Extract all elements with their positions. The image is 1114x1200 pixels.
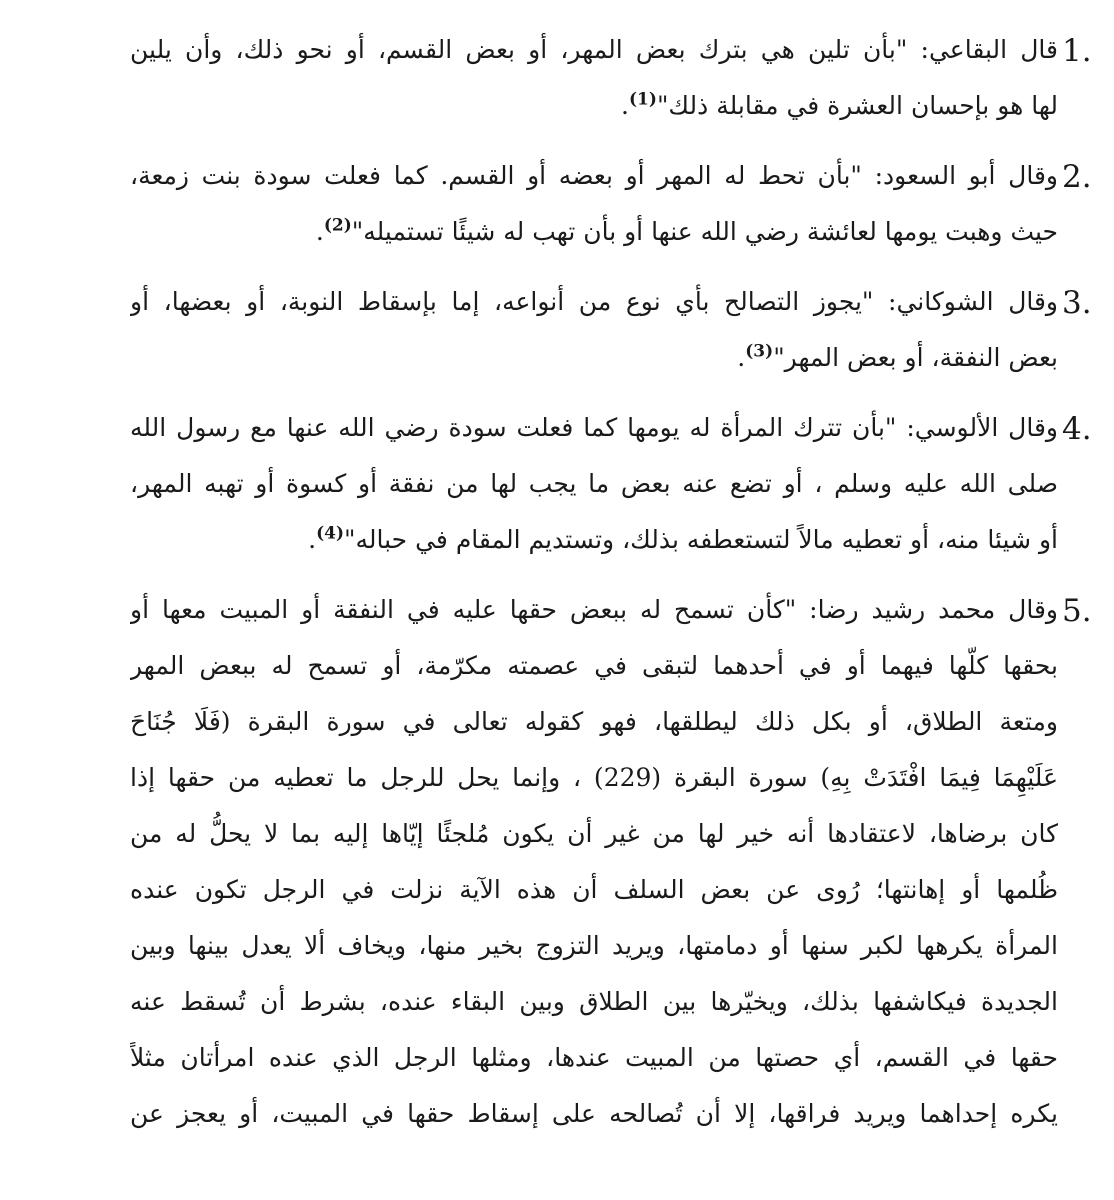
list-item xyxy=(130,22,1092,134)
text-line: بحقها كلّها فيهما أو في أحدهما لتبقى في عصمته مكرّمة، أو تسمح له ببعض المهر xyxy=(130,651,1058,680)
text-line: حيث وهبت يومها لعائشة رضي الله عنها أو بأن تهب له شيئًا تستميله" xyxy=(351,217,1058,246)
item-number: 3. xyxy=(1062,285,1092,321)
item-number: 1. xyxy=(1062,33,1092,69)
footnote-marker[interactable]: (4) xyxy=(316,523,344,544)
text-line: عَلَيْهِمَا فِيمَا افْتَدَتْ بِهِ) سورة البقرة (229) ، وإنما يحل للرجل ما تعطيه من حقها إذا xyxy=(130,763,1058,792)
footnote-marker[interactable]: (2) xyxy=(323,215,352,236)
text-line: صلى الله عليه وسلم ، أو تضع عنه بعض ما يجب لها من نفقة أو كسوة أو تهبه المهر، xyxy=(130,469,1058,498)
text-line: ظُلمها أو إهانتها؛ رُوى عن بعض السلف أن هذه الآية نزلت في الرجل تكون عنده xyxy=(130,875,1058,904)
line-end: . xyxy=(315,217,324,246)
text-line-last xyxy=(130,330,1058,386)
list-item xyxy=(130,582,1092,1142)
text-line: كان برضاها، لاعتقادها أنه خير لها من غير أن يكون مُلجئًا إيّاها إليه بما لا يحلُّ له من xyxy=(130,819,1058,848)
line-end: . xyxy=(737,343,746,372)
item-number: 4. xyxy=(1062,411,1092,447)
text-line: لها هو بإحسان العشرة في مقابلة ذلك" xyxy=(656,91,1058,120)
item-number: 2. xyxy=(1062,159,1092,195)
text-line: الجديدة فيكاشفها بذلك، ويخيّرها بين الطلاق وبين البقاء عنده، بشرط أن تُسقط عنه xyxy=(130,987,1058,1016)
item-number: 5. xyxy=(1062,593,1092,629)
text-line: وقال الشوكاني: "يجوز التصالح بأي نوع من أنواعه، إما بإسقاط النوبة، أو بعضها، أو xyxy=(130,287,1058,316)
text-line: وقال محمد رشيد رضا: "كأن تسمح له ببعض حقها عليه في النفقة أو المبيت معها أو xyxy=(130,595,1058,624)
list-item xyxy=(130,400,1092,568)
text-line: ومتعة الطلاق، أو بكل ذلك ليطلقها، فهو كقوله تعالى في سورة البقرة (فَلَا جُنَاحَ xyxy=(130,707,1058,736)
text-line: وقال أبو السعود: "بأن تحط له المهر أو بعضه أو القسم. كما فعلت سودة بنت زمعة، xyxy=(130,161,1058,190)
footnote-marker[interactable]: (1) xyxy=(629,89,657,110)
list-item xyxy=(130,274,1092,386)
text-line: حقها في القسم، أي حصتها من المبيت عندها، ومثلها الرجل الذي عنده امرأتان مثلاً xyxy=(130,1043,1058,1072)
line-end: . xyxy=(621,91,629,120)
text-line: وقال الألوسي: "بأن تترك المرأة له يومها كما فعلت سودة رضي الله عنها مع رسول الله xyxy=(130,413,1058,442)
line-end: . xyxy=(308,525,317,554)
text-line: قال البقاعي: "بأن تلين هي بترك بعض المهر، أو بعض القسم، أو نحو ذلك، وأن يلين xyxy=(130,35,1058,64)
text-line: المرأة يكرهها لكبر سنها أو دمامتها، ويريد التزوج بخير منها، ويخاف ألا يعدل بينها وبين xyxy=(130,931,1058,960)
footnote-marker[interactable]: (3) xyxy=(745,341,774,362)
text-line: يكره إحداهما ويريد فراقها، إلا أن تُصالحه على إسقاط حقها في المبيت، أو يعجز عن xyxy=(130,1099,1058,1128)
list-item xyxy=(130,148,1092,260)
text-line-last xyxy=(130,512,1058,568)
text-line: أو شيئا منه، أو تعطيه مالاً لتستعطفه بذلك، وتستديم المقام في حباله" xyxy=(344,525,1058,554)
text-line: بعض النفقة، أو بعض المهر" xyxy=(773,343,1058,372)
text-line-last xyxy=(130,78,1058,134)
text-line-last xyxy=(130,204,1058,260)
document-page xyxy=(130,22,1092,1156)
